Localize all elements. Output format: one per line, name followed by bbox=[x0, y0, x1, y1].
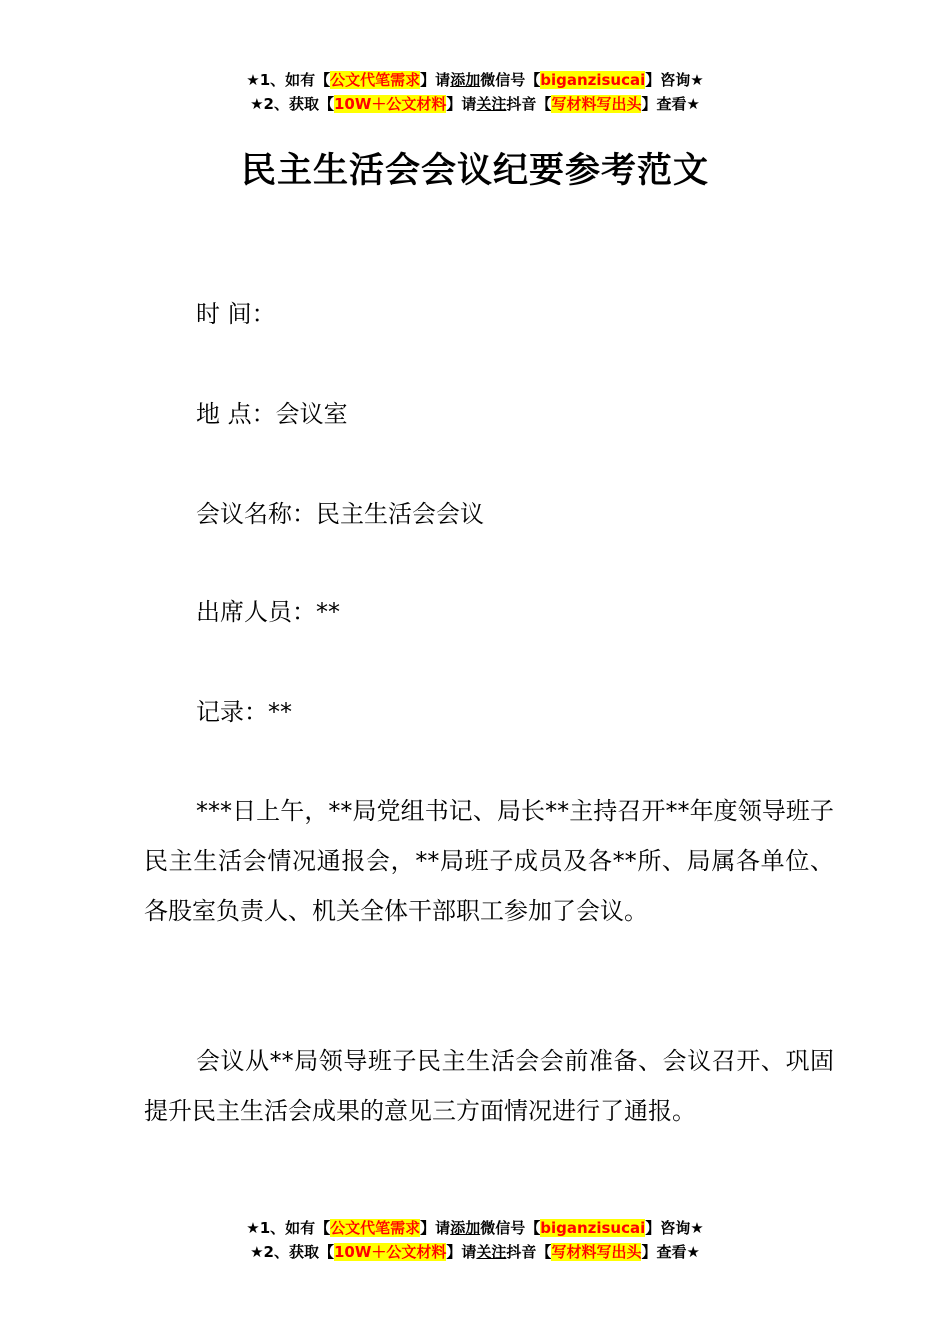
promo-line-2 bbox=[0, 92, 950, 116]
top-promo-banner bbox=[0, 68, 950, 116]
promo-line-2-highlight-materials: 10W＋公文材料 bbox=[333, 1243, 447, 1261]
promo-line-2-mid: 】请 bbox=[446, 95, 477, 113]
promo-line-1-highlight-wechat: biganzisucai bbox=[540, 1219, 646, 1237]
field-meeting-name: 会议名称：民主生活会会议 bbox=[196, 500, 484, 528]
field-recorder: 记录：** bbox=[196, 698, 292, 726]
promo-line-2-mid: 】请 bbox=[446, 1243, 477, 1261]
field-attendees: 出席人员：** bbox=[196, 598, 340, 626]
promo-line-1-mid: 】请 bbox=[420, 1219, 451, 1237]
promo-line-1-suffix: 】咨询★ bbox=[645, 1219, 704, 1237]
promo-line-1 bbox=[0, 68, 950, 92]
promo-line-1-mid2: 微信号【 bbox=[480, 71, 541, 89]
body-paragraph-2: 会议从**局领导班子民主生活会会前准备、会议召开、巩固提升民主生活会成果的意见三方面情况进行了通报。 bbox=[144, 1047, 834, 1125]
field-time: 时 间： bbox=[196, 300, 276, 328]
promo-line-2-prefix: ★2、获取【 bbox=[250, 1243, 334, 1261]
promo-line-2 bbox=[0, 1240, 950, 1264]
promo-line-1-highlight-wechat: biganzisucai bbox=[540, 71, 646, 89]
promo-line-1-prefix: ★1、如有【 bbox=[246, 71, 331, 89]
promo-line-2-suffix: 】查看★ bbox=[641, 95, 700, 113]
promo-line-1-highlight-service: 公文代笔需求 bbox=[330, 71, 421, 89]
promo-line-2-prefix: ★2、获取【 bbox=[250, 95, 334, 113]
promo-line-1-suffix: 】咨询★ bbox=[645, 71, 704, 89]
body-paragraph-1: ***日上午，**局党组书记、局长**主持召开**年度领导班子民主生活会情况通报会，**局班子成员及各**所、局属各单位、各股室负责人、机关全体干部职工参加了会议。 bbox=[144, 797, 834, 925]
promo-line-1-prefix: ★1、如有【 bbox=[246, 1219, 331, 1237]
document-title: 民主生活会会议纪要参考范文 bbox=[240, 151, 709, 191]
field-place: 地 点：会议室 bbox=[196, 400, 348, 428]
promo-line-1-mid2: 微信号【 bbox=[480, 1219, 541, 1237]
bottom-promo-banner bbox=[0, 1216, 950, 1264]
promo-line-1-underline: 添加 bbox=[450, 71, 481, 89]
promo-line-2-highlight-materials: 10W＋公文材料 bbox=[333, 95, 447, 113]
promo-line-2-suffix: 】查看★ bbox=[641, 1243, 700, 1261]
promo-line-1-highlight-service: 公文代笔需求 bbox=[330, 1219, 421, 1237]
promo-line-2-highlight-douyin: 写材料写出头 bbox=[551, 95, 642, 113]
promo-line-2-highlight-douyin: 写材料写出头 bbox=[551, 1243, 642, 1261]
promo-line-1-underline: 添加 bbox=[450, 1219, 481, 1237]
promo-line-1 bbox=[0, 1216, 950, 1240]
promo-line-1-mid: 】请 bbox=[420, 71, 451, 89]
promo-line-2-underline: 关注 bbox=[476, 95, 507, 113]
promo-line-2-underline: 关注 bbox=[476, 1243, 507, 1261]
promo-line-2-mid2: 抖音【 bbox=[506, 95, 552, 113]
promo-line-2-mid2: 抖音【 bbox=[506, 1243, 552, 1261]
